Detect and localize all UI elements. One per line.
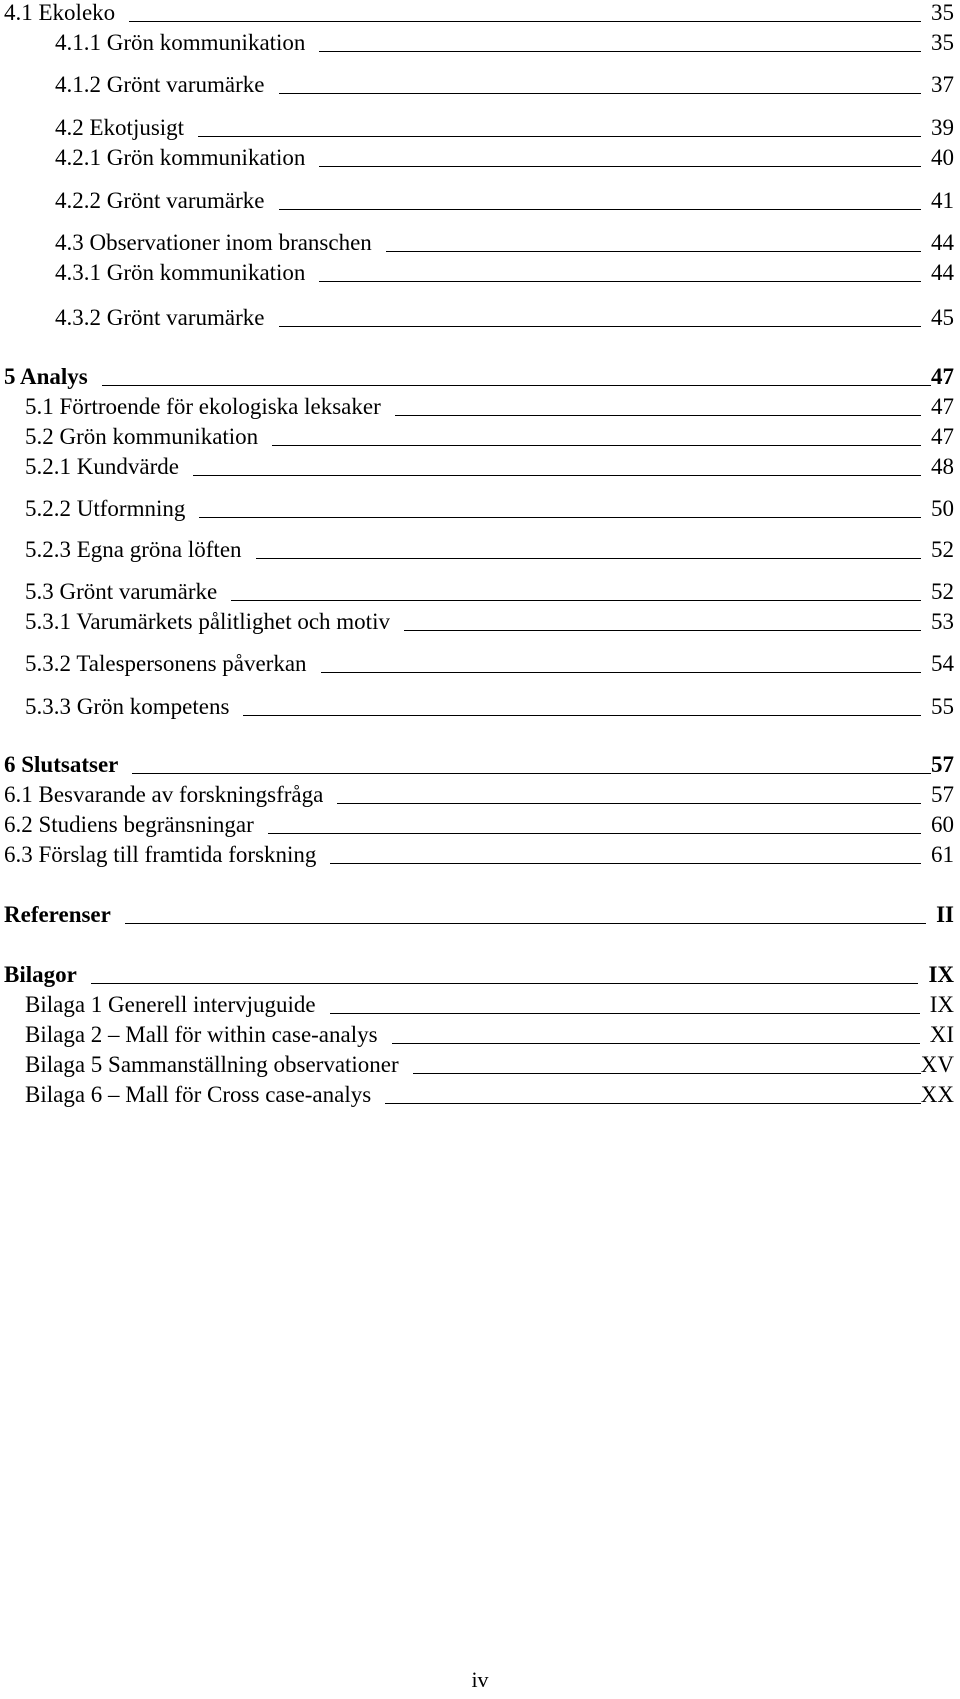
toc-entry-page: 54: [931, 651, 954, 676]
toc-entry-page: 47: [931, 424, 954, 449]
toc-entry-label: 4.2 Ekotjusigt: [55, 115, 185, 140]
toc-entry-page: 55: [931, 694, 954, 719]
toc-entry-label: 6 Slutsatser: [4, 752, 119, 777]
toc-entry-label: 5.2.3 Egna gröna löften: [25, 537, 242, 562]
toc-entry[interactable]: [55, 305, 954, 331]
toc-leader: [256, 558, 921, 559]
toc-leader: [132, 773, 931, 774]
toc-entry[interactable]: [55, 145, 954, 171]
toc-entry-label: Bilaga 1 Generell intervjuguide: [25, 992, 316, 1017]
toc-entry-label: 5.3.1 Varumärkets pålitlighet och motiv: [25, 609, 390, 634]
toc-entry-label: 5.1 Förtroende för ekologiska leksaker: [25, 394, 381, 419]
toc-leader: [125, 923, 926, 924]
toc-entry-label: 5.2 Grön kommunikation: [25, 424, 259, 449]
toc-entry[interactable]: [4, 812, 954, 838]
toc-leader: [385, 1103, 921, 1104]
toc-leader: [198, 136, 921, 137]
toc-entry-label: 4.3 Observationer inom branschen: [55, 230, 372, 255]
toc-leader: [243, 715, 921, 716]
toc-entry-page: 40: [931, 145, 954, 170]
toc-entry[interactable]: [25, 394, 954, 420]
toc-leader: [129, 21, 921, 22]
toc-leader: [199, 517, 921, 518]
toc-entry[interactable]: [25, 496, 954, 522]
toc-entry-label: 5.2.1 Kundvärde: [25, 454, 179, 479]
toc-entry-page: 47: [931, 394, 954, 419]
toc-leader: [330, 863, 921, 864]
toc-entry[interactable]: [25, 424, 954, 450]
toc-entry-label: 6.2 Studiens begränsningar: [4, 812, 254, 837]
toc-entry-page: 48: [931, 454, 954, 479]
toc-chapter-entry[interactable]: [4, 962, 954, 988]
toc-entry-label: 4.3.2 Grönt varumärke: [55, 305, 265, 330]
toc-entry-page: 37: [931, 72, 954, 97]
toc-entry-page: 57: [931, 782, 954, 807]
toc-entry-page: 35: [931, 30, 954, 55]
toc-entry-page: 52: [931, 579, 954, 604]
toc-leader: [321, 672, 921, 673]
toc-entry[interactable]: [55, 72, 954, 98]
toc-entry[interactable]: [25, 1022, 954, 1048]
toc-entry-page: XX: [920, 1082, 954, 1107]
toc-leader: [319, 166, 921, 167]
toc-entry-page: 44: [931, 230, 954, 255]
toc-entry-label: 6.1 Besvarande av forskningsfråga: [4, 782, 324, 807]
toc-entry[interactable]: [25, 579, 954, 605]
toc-entry[interactable]: [55, 30, 954, 56]
toc-entry-label: 4.1.2 Grönt varumärke: [55, 72, 265, 97]
page-number: iv: [471, 1667, 489, 1692]
toc-entry-label: Referenser: [4, 902, 111, 927]
toc-entry[interactable]: [25, 694, 954, 720]
toc-entry-page: XI: [929, 1022, 954, 1047]
toc-entry-page: II: [936, 902, 954, 927]
toc-leader: [319, 281, 921, 282]
toc-entry-page: 53: [931, 609, 954, 634]
toc-entry[interactable]: [4, 782, 954, 808]
toc-entry-label: 5.2.2 Utformning: [25, 496, 186, 521]
toc-chapter-entry[interactable]: [4, 752, 954, 778]
toc-entry-label: 4.1.1 Grön kommunikation: [55, 30, 306, 55]
toc-leader: [193, 475, 921, 476]
toc-leader: [386, 251, 921, 252]
toc-entry[interactable]: [25, 1052, 954, 1078]
toc-entry-label: Bilaga 2 – Mall för within case-analys: [25, 1022, 378, 1047]
toc-entry-label: 5.3.2 Talespersonens påverkan: [25, 651, 307, 676]
toc-entry[interactable]: [25, 609, 954, 635]
toc-entry-page: XV: [920, 1052, 954, 1077]
toc-leader: [404, 630, 921, 631]
toc-leader: [279, 326, 922, 327]
toc-entry[interactable]: [55, 230, 954, 256]
toc-entry[interactable]: [25, 651, 954, 677]
toc-entry[interactable]: [25, 992, 954, 1018]
toc-leader: [337, 803, 921, 804]
toc-entry-label: 4.2.2 Grönt varumärke: [55, 188, 265, 213]
toc-entry[interactable]: [55, 188, 954, 214]
toc-entry-label: Bilaga 6 – Mall för Cross case-analys: [25, 1082, 372, 1107]
toc-entry[interactable]: [25, 537, 954, 563]
toc-entry-page: 61: [931, 842, 954, 867]
toc-leader: [330, 1013, 920, 1014]
toc-entry-page: 39: [931, 115, 954, 140]
toc-leader: [91, 983, 919, 984]
toc-entry-page: 41: [931, 188, 954, 213]
toc-entry-page: 44: [931, 260, 954, 285]
toc-leader: [395, 415, 921, 416]
toc-chapter-entry[interactable]: [4, 902, 954, 928]
toc-entry[interactable]: [4, 842, 954, 868]
toc-entry-label: 4.1 Ekoleko: [4, 0, 116, 25]
toc-entry[interactable]: [25, 454, 954, 480]
toc-entry-page: 35: [931, 0, 954, 25]
toc-leader: [102, 385, 931, 386]
toc-leader: [272, 445, 921, 446]
toc-entry-label: 4.3.1 Grön kommunikation: [55, 260, 306, 285]
toc-entry-page: 52: [931, 537, 954, 562]
toc-entry-page: 57: [931, 752, 954, 777]
toc-entry-label: Bilagor: [4, 962, 77, 987]
toc-leader: [413, 1073, 921, 1074]
toc-entry-page: 60: [931, 812, 954, 837]
toc-entry-page: 45: [931, 305, 954, 330]
toc-entry-label: 4.2.1 Grön kommunikation: [55, 145, 306, 170]
toc-entry-page: 50: [931, 496, 954, 521]
toc-entry-page: 47: [931, 364, 954, 389]
toc-entry-label: 5 Analys: [4, 364, 88, 389]
toc-entry-label: Bilaga 5 Sammanställning observationer: [25, 1052, 399, 1077]
toc-leader: [392, 1043, 920, 1044]
toc-leader: [279, 93, 922, 94]
toc-entry-page: IX: [929, 992, 954, 1017]
toc-entry[interactable]: [55, 260, 954, 286]
toc-entry-label: 5.3 Grönt varumärke: [25, 579, 218, 604]
toc-chapter-entry[interactable]: [4, 364, 954, 390]
toc-leader: [268, 833, 921, 834]
toc-leader: [279, 209, 922, 210]
toc-entry[interactable]: [25, 1082, 954, 1108]
toc-leader: [319, 51, 921, 52]
toc-entry[interactable]: [55, 115, 954, 141]
toc-entry-label: 6.3 Förslag till framtida forskning: [4, 842, 317, 867]
toc-entry[interactable]: [4, 0, 954, 26]
toc-entry-label: 5.3.3 Grön kompetens: [25, 694, 230, 719]
toc-entry-page: IX: [928, 962, 954, 987]
toc-leader: [231, 600, 921, 601]
